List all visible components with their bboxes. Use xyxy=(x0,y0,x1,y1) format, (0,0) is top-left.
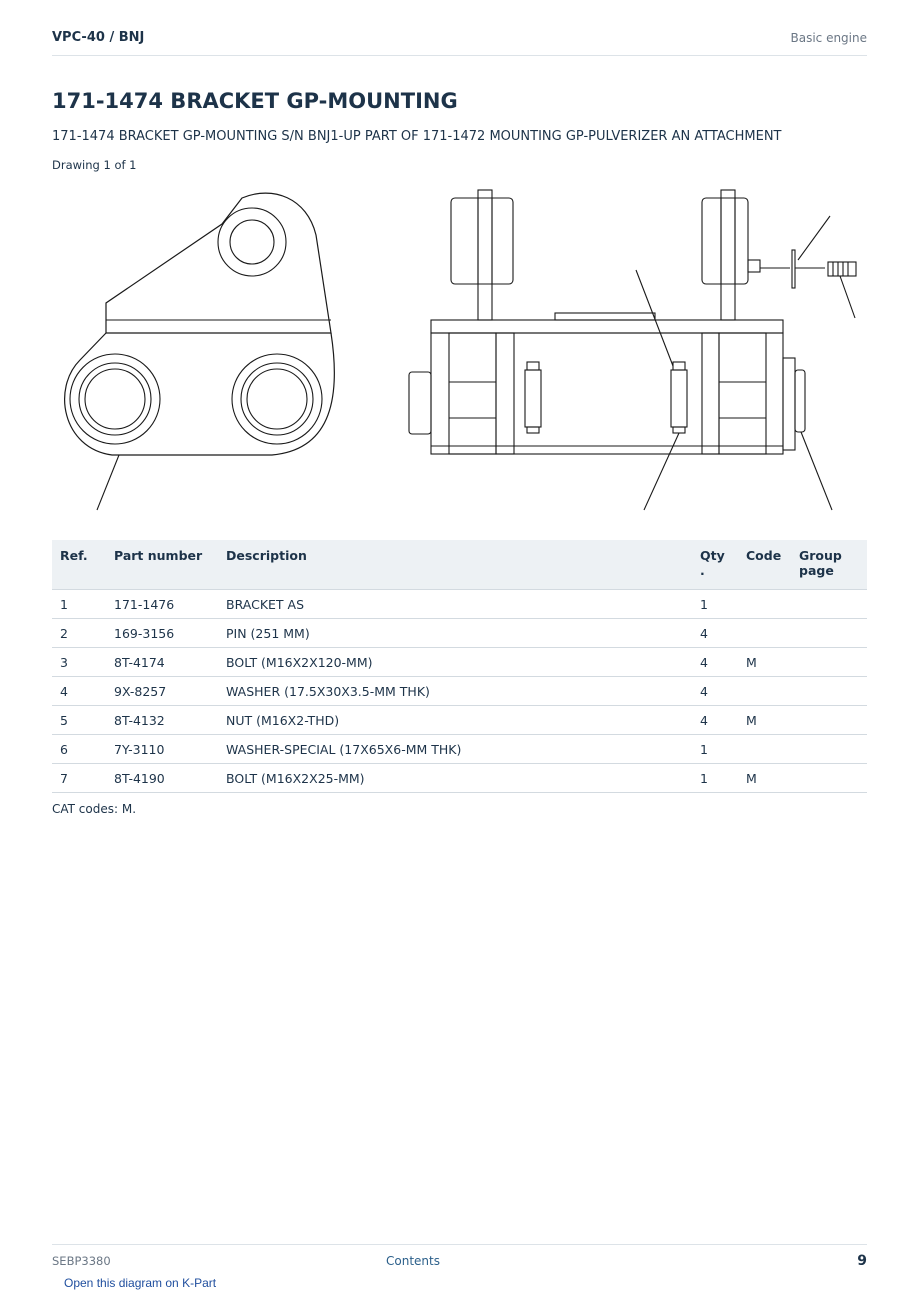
header-part-number: Part number xyxy=(106,540,218,590)
cell-description: WASHER-SPECIAL (17X65X6-MM THK) xyxy=(218,735,692,764)
cell-qty: 4 xyxy=(692,706,738,735)
table-row xyxy=(52,706,867,735)
cell-qty: 4 xyxy=(692,677,738,706)
cell-description: BOLT (M16X2X120-MM) xyxy=(218,648,692,677)
table-row xyxy=(52,648,867,677)
table-row xyxy=(52,590,867,619)
cell-code xyxy=(738,677,791,706)
table-row xyxy=(52,619,867,648)
cell-code: M xyxy=(738,648,791,677)
cell-ref: 1 xyxy=(52,590,106,619)
cell-qty: 1 xyxy=(692,764,738,793)
table-header-row xyxy=(52,540,867,590)
cell-ref: 6 xyxy=(52,735,106,764)
cell-qty: 1 xyxy=(692,735,738,764)
cell-description: BRACKET AS xyxy=(218,590,692,619)
cell-part-number: 7Y-3110 xyxy=(106,735,218,764)
table-row xyxy=(52,677,867,706)
cell-part-number: 8T-4190 xyxy=(106,764,218,793)
cell-description: NUT (M16X2-THD) xyxy=(218,706,692,735)
cat-codes-note: CAT codes: M. xyxy=(52,802,137,816)
cell-part-number: 8T-4174 xyxy=(106,648,218,677)
cell-code xyxy=(738,619,791,648)
cell-group-page xyxy=(791,706,867,735)
cell-qty: 1 xyxy=(692,590,738,619)
kpart-diagram-link[interactable]: Open this diagram on K-Part xyxy=(64,1276,217,1290)
cell-group-page xyxy=(791,590,867,619)
cell-qty: 4 xyxy=(692,619,738,648)
cell-ref: 2 xyxy=(52,619,106,648)
cell-ref: 3 xyxy=(52,648,106,677)
contents-link[interactable]: Contents xyxy=(386,1254,440,1268)
page-footer xyxy=(52,1244,867,1275)
section-name: Basic engine xyxy=(790,31,867,45)
document-id: VPC-40 / BNJ xyxy=(52,30,145,45)
page-header xyxy=(52,28,867,56)
cell-ref: 5 xyxy=(52,706,106,735)
cell-part-number: 9X-8257 xyxy=(106,677,218,706)
header-code: Code xyxy=(738,540,791,590)
header-description: Description xyxy=(218,540,692,590)
cell-description: WASHER (17.5X30X3.5-MM THK) xyxy=(218,677,692,706)
page-subtitle: 171-1474 BRACKET GP-MOUNTING S/N BNJ1-UP PART OF 171-1472 MOUNTING GP-PULVERIZER AN ATTACHMENT xyxy=(52,129,782,144)
bracket-side-view xyxy=(65,193,335,510)
cell-group-page xyxy=(791,648,867,677)
cell-code: M xyxy=(738,764,791,793)
cell-qty: 4 xyxy=(692,648,738,677)
document-number: SEBP3380 xyxy=(52,1254,111,1268)
cell-group-page xyxy=(791,764,867,793)
page-number: 9 xyxy=(857,1253,867,1269)
parts-table xyxy=(52,540,867,793)
cell-ref: 4 xyxy=(52,677,106,706)
cell-code xyxy=(738,735,791,764)
page-title: 171-1474 BRACKET GP-MOUNTING xyxy=(52,89,458,113)
header-qty: Qty . xyxy=(692,540,738,590)
drawing-label: Drawing 1 of 1 xyxy=(52,158,137,172)
cell-part-number: 169-3156 xyxy=(106,619,218,648)
cell-group-page xyxy=(791,619,867,648)
cell-description: PIN (251 MM) xyxy=(218,619,692,648)
cell-ref: 7 xyxy=(52,764,106,793)
cell-group-page xyxy=(791,677,867,706)
cell-part-number: 171-1476 xyxy=(106,590,218,619)
cell-description: BOLT (M16X2X25-MM) xyxy=(218,764,692,793)
parts-diagram xyxy=(52,180,867,520)
table-row xyxy=(52,735,867,764)
table-row xyxy=(52,764,867,793)
header-ref: Ref. xyxy=(52,540,106,590)
header-group-page: Group page xyxy=(791,540,867,590)
cell-group-page xyxy=(791,735,867,764)
cell-code: M xyxy=(738,706,791,735)
cell-part-number: 8T-4132 xyxy=(106,706,218,735)
assembly-front-view xyxy=(409,190,856,510)
cell-code xyxy=(738,590,791,619)
